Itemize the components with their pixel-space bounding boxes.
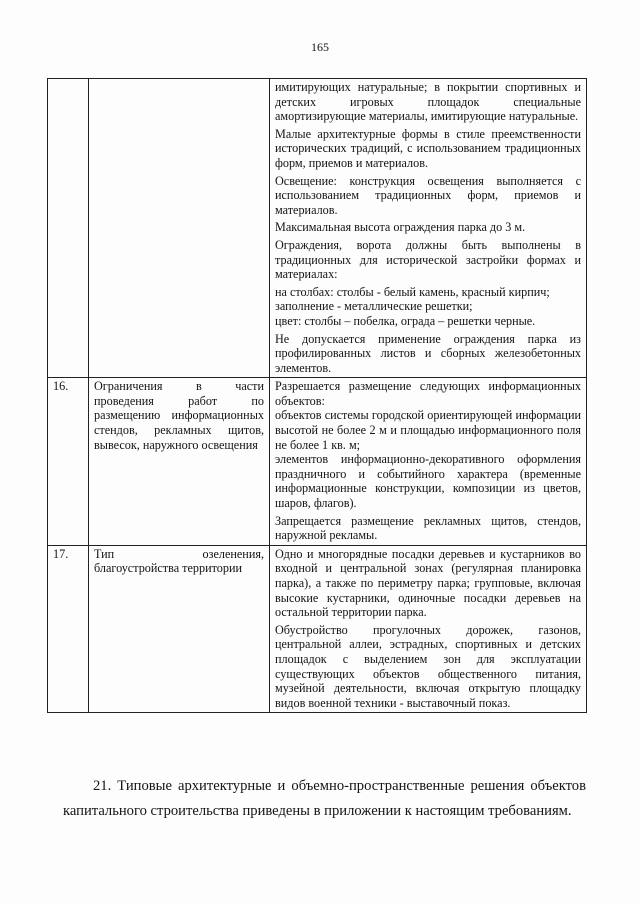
- closing-paragraph: 21. Типовые архитектурные и объемно-пространственные решения объектов капитального строительства приведены в приложении к настоящим требованиям.: [63, 778, 586, 819]
- description-paragraph: Освещение: конструкция освещения выполняется с использованием традиционных форм, приемов и материалов.: [275, 173, 581, 217]
- table-row: [48, 545, 587, 713]
- description-paragraph: Запрещается размещение рекламных щитов, стендов, наружной рекламы.: [275, 513, 581, 543]
- row-description: [270, 79, 587, 378]
- row-title-text: Тип озеленения, благоустройства территории: [94, 546, 264, 576]
- description-paragraph: цвет: столбы – побелка, ограда – решетки черные.: [275, 313, 536, 328]
- row-number: 17.: [48, 545, 89, 713]
- description-paragraph: объектов системы городской ориентирующей информации высотой не более 2 м и площадью информационного поля не более 1 кв. м;: [275, 408, 581, 452]
- requirements-table: [47, 78, 587, 713]
- table-row: [48, 79, 587, 378]
- table-row: [48, 378, 587, 546]
- description-paragraph: имитирующих натуральные; в покрытии спортивных и детских игровых площадок специальные амортизирующие материалы, имитирующие натуральные.: [275, 80, 581, 124]
- row-number: [48, 79, 89, 378]
- row-title-text: Ограничения в части проведения работ по размещению информационных стендов, рекламных щитов, вывесок, наружного освещения: [94, 379, 264, 452]
- description-paragraph: Обустройство прогулочных дорожек, газонов, центральной аллеи, эстрадных, спортивных и детских площадок с выделением зон для эксплуатации существующих объектов общественного питания, музейной деятельности, включая открытую площадку видов военной техники - выставочный показ.: [275, 622, 581, 710]
- description-paragraph: на столбах: столбы - белый камень, красный кирпич;: [275, 284, 550, 299]
- description-paragraph: Малые архитектурные формы в стиле преемственности исторических традиций, с использованием традиционных форм, приемов и материалов.: [275, 126, 581, 170]
- description-paragraph: Не допускается применение ограждения парка из профилированных листов и сборных железобетонных элементов.: [275, 331, 581, 375]
- row-title: [89, 79, 270, 378]
- row-title: [89, 378, 270, 546]
- description-paragraph: Ограждения, ворота должны быть выполнены в традиционных для исторической застройки формах и материалах:: [275, 237, 581, 282]
- row-description: [270, 378, 587, 546]
- description-paragraph: Одно и многорядные посадки деревьев и кустарников во входной и центральной зонах (регулярная планировка парка), а также по периметру парка; групповые, включая высокие кустарники, одиночные посадки деревьев на остальной территории парка.: [275, 546, 581, 620]
- description-paragraph: заполнение - металлические решетки;: [275, 299, 473, 314]
- description-paragraph: элементов информационно-декоративного оформления праздничного и событийного характера (временные информационные конструкции, композиции из цветов, шаров, флагов).: [275, 452, 581, 511]
- description-paragraph: Максимальная высота ограждения парка до 3 м.: [275, 220, 526, 235]
- row-description: [270, 545, 587, 713]
- description-paragraph: Разрешается размещение следующих информационных объектов:: [275, 379, 581, 408]
- row-number: 16.: [48, 378, 89, 546]
- row-title: [89, 545, 270, 713]
- page-number: 165: [311, 40, 329, 54]
